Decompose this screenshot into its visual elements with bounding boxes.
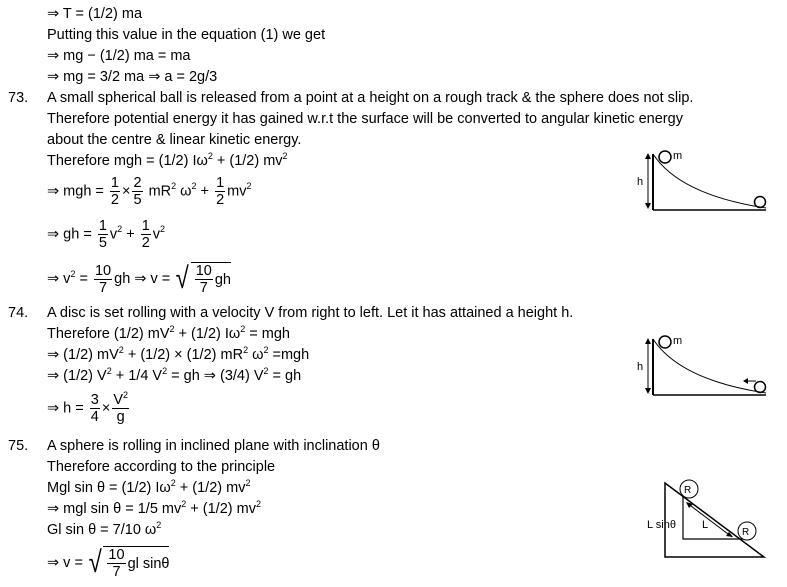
question-number: 73.	[8, 90, 29, 106]
figure-label-r: R	[742, 527, 750, 538]
equation: ⇒ mgh = $\frac{1}{2}$ × $\frac{2}{5}$ $mR^2$ $\omega^2$ + $\frac{1}{2}$ $mv^2$	[47, 175, 252, 208]
equation: Therefore mgh = (1/2) $I\omega^2 + (1/2)$ $mv^2$	[47, 151, 288, 169]
text-line: Putting this value in the equation (1) we get	[47, 27, 326, 43]
figure-label-lsin: L sinθ	[647, 519, 676, 531]
equation: ⇒ h = $\frac{3}{4}$ × $\frac{V^2}{g}$	[47, 390, 129, 425]
curved-track-figure	[620, 325, 787, 405]
text-line: ⇒ mg − (1/2) ma = ma	[47, 48, 191, 64]
text-line: ⇒ T = (1/2) ma	[47, 6, 143, 22]
figure-label-m: m	[673, 150, 683, 162]
figure-label-r: R	[684, 485, 692, 496]
question-number: 75.	[8, 438, 29, 454]
equation: Gl sin θ = 7/10 $\omega^2$	[47, 520, 162, 538]
equation: Mgl sin θ = (1/2) $I\omega^2 + (1/2)$ $mv^2$	[47, 478, 251, 496]
figure-label-h: h	[637, 361, 644, 373]
figure-label-h: h	[637, 176, 644, 188]
curved-track-figure	[620, 140, 787, 220]
text-line: about the centre & linear kinetic energy.	[47, 132, 302, 148]
text-line: ⇒ mg = 3/2 ma ⇒ a = 2g/3	[47, 69, 218, 85]
equation: ⇒ gh = $\frac{1}{5}$ $v^2$ + $\frac{1}{2}$ $v^2$	[47, 218, 166, 251]
equation: ⇒ $v^2$ = $\frac{10}{7}$ gh ⇒ v = √ 10 7 gh	[47, 262, 231, 296]
equation: ⇒ (1/2) $mV^2 + (1/2) \times (1/2)$ $mR^2$ $\omega^2 =mgh$	[47, 345, 310, 363]
inclined-plane-figure	[620, 470, 787, 587]
text-line: A disc is set rolling with a velocity V from right to left. Let it has attained a height h.	[47, 305, 574, 321]
text-line: Therefore potential energy it has gained w.r.t the surface will be converted to angular kinetic energy	[47, 111, 683, 127]
text-line: Therefore according to the principle	[47, 459, 276, 475]
arrow-left-icon	[743, 378, 748, 384]
equation: ⇒ mgl sin θ = 1/5 $mv^2 + (1/2)$ $mv^2$	[47, 499, 261, 517]
figure-label-m: m	[673, 335, 683, 347]
equation: ⇒ v = √ 10 7 gl sinθ	[47, 546, 170, 580]
equation: ⇒ (1/2) $V^2 + 1/4$ $V^2$ = gh ⇒ (3/4) $V^2$ = gh	[47, 366, 302, 384]
question-number: 74.	[8, 305, 29, 321]
text-line: A small spherical ball is released from a point at a height on a rough track & the sphere does not slip.	[47, 90, 694, 106]
figure-label-l: L	[702, 519, 709, 531]
equation: Therefore (1/2) $mV^2 + (1/2) I\omega^2$ = mgh	[47, 324, 290, 342]
text-line: A sphere is rolling in inclined plane with inclination θ	[47, 438, 380, 454]
